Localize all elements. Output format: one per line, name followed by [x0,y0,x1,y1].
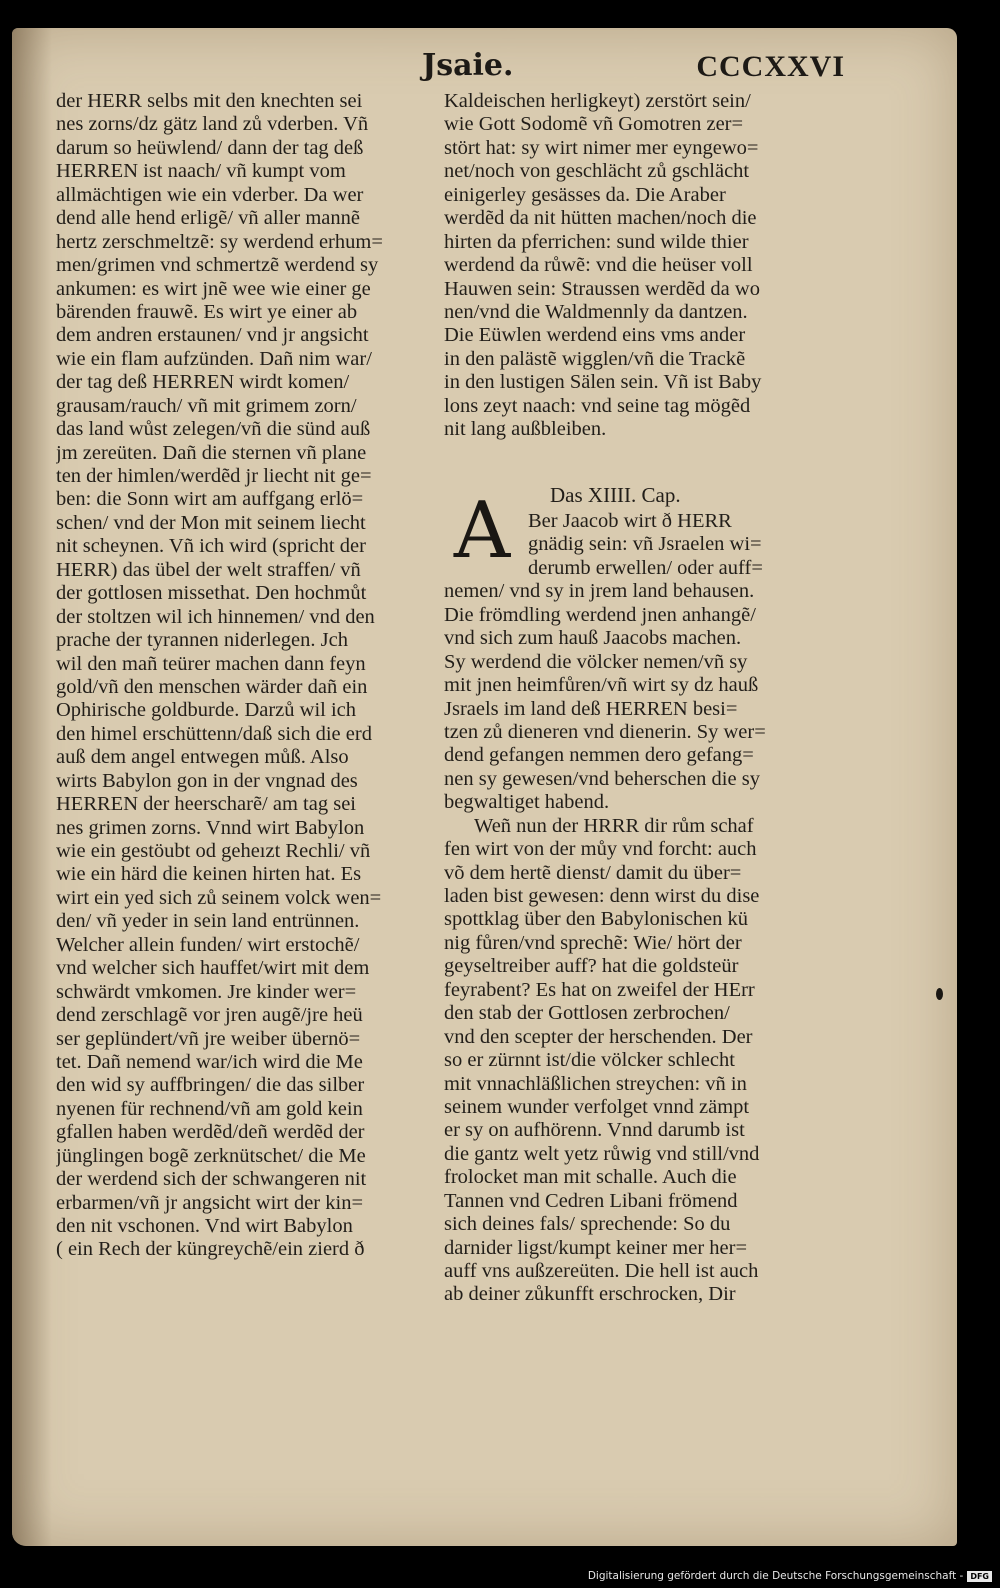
text-line: einigerley gesässes da. Die Araber [444,183,726,206]
text-line: mit jnen heimfůren/vñ wirt sy dz hauß [444,674,759,697]
text-line: Jsraels im land deß HERREN besi= [444,697,738,720]
text-line: allmächtigen wie ein vderber. Da wer [56,183,364,206]
text-line: den stab der Gottlosen zerbrochen/ [444,1002,730,1025]
text-line: auß dem angel entwegen můß. Also [56,746,349,769]
text-line: hertz zerschmeltzẽ: sy werdend erhum= [56,230,383,253]
text-line: gnädig sein: vñ Jsraelen wi= [528,533,762,556]
text-line: frolocket man mit schalle. Auch die [444,1166,737,1189]
text-line: der gottlosen missethat. Den hochmůt [56,582,367,605]
text-line: den/ vñ yeder in sein land entrünnen. [56,910,360,933]
text-line: HERR) das übel der welt straffen/ vñ [56,558,361,581]
text-line: hirten da pferrichen: sund wilde thier [444,230,749,253]
text-line: nes grimen zorns. Vnnd wirt Babylon [56,816,365,839]
credit-text: Digitalisierung gefördert durch die Deutsche Forschungsgemeinschaft - [587,1570,964,1582]
text-line: ankumen: es wirt jnẽ wee wie einer ge [56,277,371,300]
text-line: schen/ vnd der Mon mit seinem liecht [56,511,366,534]
text-line: wil den mañ teürer machen dann feyn [56,652,366,675]
text-line: Ophirische goldburde. Darzů wil ich [56,699,357,722]
text-line: so er zürnnt ist/die völcker schlecht [444,1049,735,1072]
text-line: jünglingen bogẽ zerknütschet/ die Me [56,1144,366,1167]
text-line: gold/vñ den menschen wärder dañ ein [56,675,368,698]
text-line: Die Eüwlen werdend eins vms ander [444,324,746,347]
text-line: Ber Jaacob wirt ð HERR [528,510,732,532]
text-line: nen/vnd die Waldmennly da dantzen. [444,300,748,323]
text-line: sich deines fals/ sprechende: So du [444,1213,731,1236]
text-line: feyrabent? Es hat on zweifel der HErr [444,978,755,1001]
text-line: ben: die Sonn wirt am auffgang erlö= [56,488,364,511]
text-line: grausam/rauch/ vñ mit grimem zorn/ [56,394,357,417]
left-text-column [56,90,432,1262]
text-line: der tag deß HERREN wirdt komen/ [56,371,350,394]
text-line: den himel erschüttenn/daß sich die erd [56,722,372,745]
text-line: seinem wunder verfolget vnnd zämpt [444,1095,750,1118]
text-line: erbarmen/vñ jr angsicht wirt der kin= [56,1191,364,1214]
text-line: der werdend sich der schwangeren nit [56,1168,367,1191]
text-line: vnd den scepter der herschenden. Der [444,1025,753,1048]
text-line: mit vnnachläßlichen streychen: vñ in [444,1072,747,1095]
text-line: Hauwen sein: Straussen werdẽd da wo [444,277,760,300]
text-line: Die frömdling werdend jnen anhangẽ/ [444,603,756,626]
text-line: wie ein flam aufzünden. Dañ nim war/ [56,347,372,370]
right-text-column-bottom [444,510,822,1307]
text-line: dend gefangen nemmen dero gefang= [444,744,754,767]
text-line: werdend da růwẽ: vnd die heüser voll [444,254,753,277]
right-text-column-top [444,90,822,442]
text-line: ser geplündert/vñ jre weiber übernö= [56,1027,361,1050]
text-line: nemen/ vnd sy in jrem land behausen. [444,580,755,603]
indented-lines-beside-initial [444,510,822,580]
text-line: HERREN ist naach/ vñ kumpt vom [56,160,346,183]
text-line: spottklag über den Babylonischen kü [444,908,749,931]
text-line: nes zorns/dz gätz land zů vderben. Vñ [56,113,369,136]
text-line: darnider ligst/kumpt keiner mer her= [444,1236,748,1259]
text-line: nit scheynen. Vñ ich wird (spricht der [56,535,366,558]
text-line: nyenen für rechnend/vñ am gold kein [56,1097,363,1120]
text-line: tet. Dañ nemend war/ich wird die Me [56,1050,363,1073]
text-line: wie ein gestöubt od geheızt Rechli/ vñ [56,840,371,862]
text-line: dem andren erstaunen/ vnd jr angsicht [56,324,369,347]
text-line: begwaltiget habend. [444,791,610,814]
text-line: võ dem hertẽ dienst/ damit du über= [444,861,742,884]
text-line: HERREN der heerscharẽ/ am tag sei [56,793,356,816]
decorated-initial: A [453,486,511,576]
chapter-body-text [444,580,822,1307]
text-line: dend zerschlagẽ vor jren augẽ/jre heü [56,1004,363,1027]
text-line: geyseltreiber auff? hat die goldsteür [444,955,739,978]
text-line: ten der himlen/werdẽd jr liecht nit ge= [56,465,372,487]
text-line: die gantz welt yetz růwig vnd still/vnd [444,1142,760,1165]
text-line: wirt ein yed sich zů seinem volck wen= [56,886,382,909]
text-line: den nit vschonen. Vnd wirt Babylon [56,1215,353,1237]
text-line: den wid sy auffbringen/ die das silber [56,1074,365,1097]
text-line: Kaldeischen herligkeyt) zerstört sein/ [444,90,751,112]
text-line: men/grimen vnd schmertzẽ werdend sy [56,254,379,277]
text-line: gfallen haben werdẽd/deñ werdẽd der [56,1121,365,1144]
text-line: vnd sich zum hauß Jaacobs machen. [444,627,742,650]
text-line: Sy werdend die völcker nemen/vñ sy [444,650,748,673]
chapter-heading: Das XIIII. Cap. [550,483,681,507]
ink-blot [936,988,943,1000]
dfg-logo: DFG [967,1571,992,1582]
text-line: nen sy gewesen/vnd beherschen die sy [444,767,760,790]
text-line: wie Gott Sodomẽ vñ Gomotren zer= [444,113,744,136]
text-line: dend alle hend erligẽ/ vñ aller mannẽ [56,207,360,230]
text-line: bärenden frauwẽ. Es wirt ye einer ab [56,300,358,323]
text-line: Welcher allein funden/ wirt erstochẽ/ [56,933,360,956]
text-line: net/noch von geschlächt zů gschlächt [444,160,750,183]
text-line: in den lustigen Sälen sein. Vñ ist Baby [444,371,762,394]
text-line: tzen zů dieneren vnd dienerin. Sy wer= [444,720,766,743]
book-page [12,28,957,1546]
text-line: das land wůst zelegen/vñ die sünd auß [56,418,371,441]
text-line: lons zeyt naach: vnd seine tag mögẽd [444,394,751,417]
text-line: vnd welcher sich hauffet/wirt mit dem [56,957,370,980]
text-line: auff vns außzereüten. Die hell ist auch [444,1260,759,1282]
text-line: jm zereüten. Dañ die sternen vñ plane [56,441,367,464]
text-line: Weñ nun der HRRR dir rům schaf [474,814,754,837]
text-line: Tannen vnd Cedren Libani frömend [444,1189,738,1212]
digitization-credit [588,1570,992,1582]
text-line: wirts Babylon gon in der vngnad des [56,769,358,792]
text-line: nit lang außbleiben. [444,418,607,441]
text-line: schwärdt vmkomen. Jre kinder wer= [56,980,357,1003]
running-head: Jsaie. [422,48,514,83]
text-line: er sy on aufhörenn. Vnnd darumb ist [444,1119,745,1142]
text-line: stört hat: sy wirt nimer mer eyngewo= [444,136,759,159]
text-line: wie ein härd die keinen hirten hat. Es [56,863,362,886]
folio-number: CCCXXVI [696,50,845,83]
text-line: laden bist gewesen: denn wirst du dise [444,885,760,907]
text-line: derumb erwellen/ oder auff= [528,556,763,579]
text-line: in den palästẽ wigglen/vñ die Trackẽ [444,347,746,370]
text-line: werdẽd da nit hütten machen/noch die [444,207,757,230]
text-line: der stoltzen wil ich hinnemen/ vnd den [56,605,375,628]
text-line: ab deiner zůkunfft erschrocken, Dir [444,1283,736,1306]
text-line: der HERR selbs mit den knechten sei [56,90,363,112]
text-line: ( ein Rech der küngreychẽ/ein zierd ð [56,1238,365,1261]
text-line: nig fůren/vnd sprechẽ: Wie/ hört der [444,931,742,954]
text-line: prache der tyrannen niderlegen. Jch [56,629,348,652]
text-line: fen wirt von der můy vnd forcht: auch [444,838,757,861]
text-line: darum so heüwlend/ dann der tag deß [56,136,364,159]
